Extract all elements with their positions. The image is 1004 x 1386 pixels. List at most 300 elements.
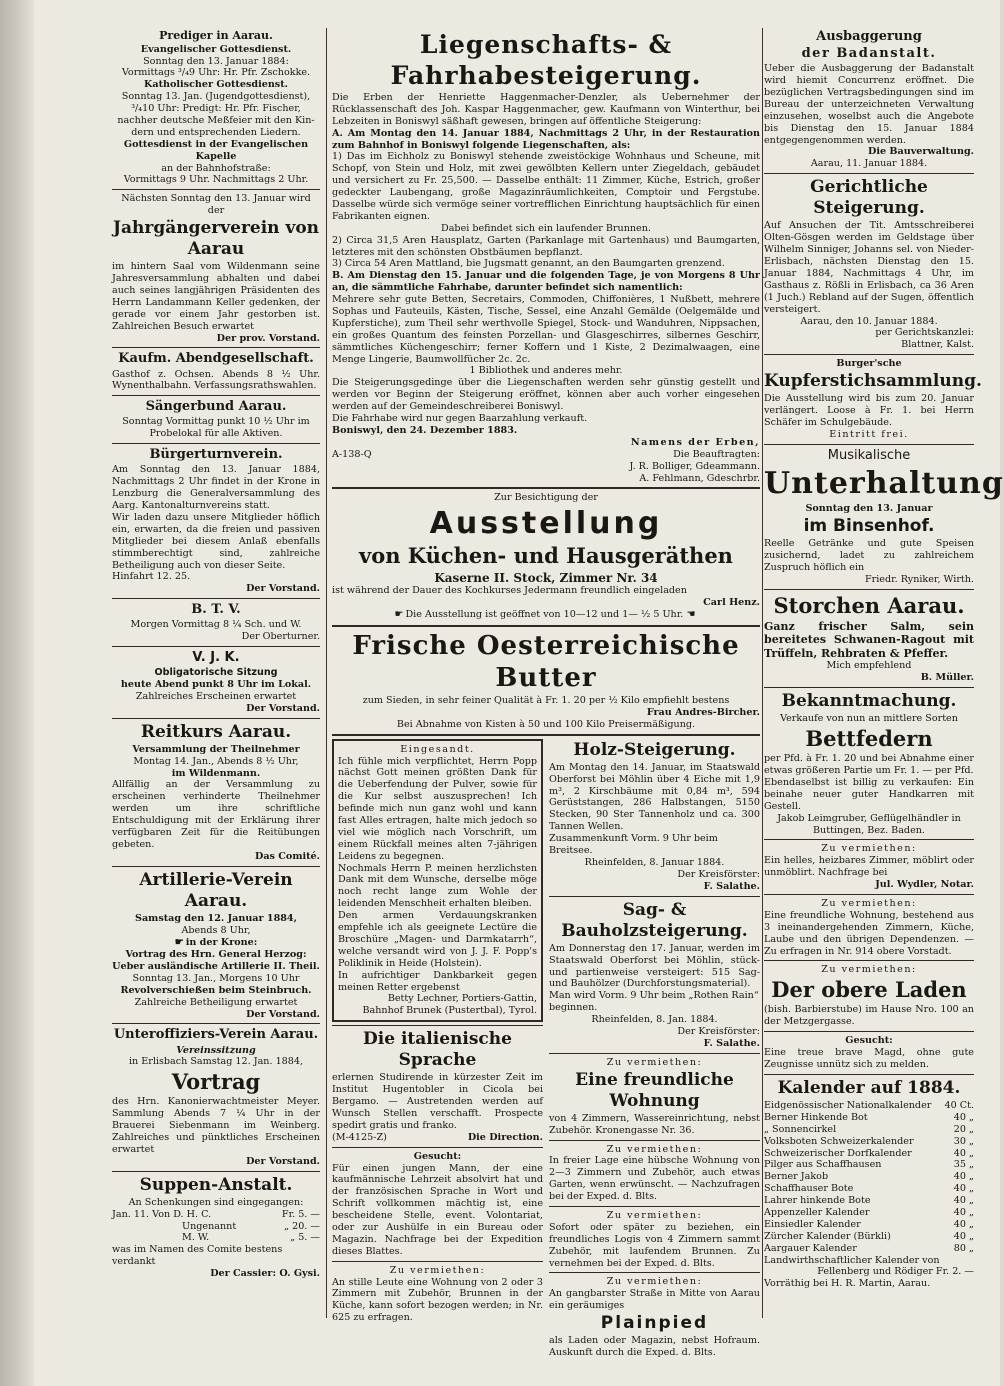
- butter-body: zum Sieden, in sehr feiner Qualität à Fr. 1. 20 per ½ Kilo empfiehlt bestens: [362, 695, 730, 707]
- zv-body: als Laden oder Magazin, nebst Hofraum. Auskunft durch die Exped. d. Blts.: [549, 1335, 760, 1359]
- storch-sign: B. Müller.: [920, 672, 974, 684]
- aus-open: Die Ausstellung ist geöffnet von 10—12 und 1— ½ 5 Uhr.: [405, 609, 684, 621]
- art-line: Abends 8 Uhr,: [181, 924, 251, 936]
- laden-title: Der obere Laden: [771, 977, 967, 1003]
- sag-date: Rheinfelden, 8. Jan. 1884.: [591, 1014, 718, 1026]
- kal-list: [764, 1100, 974, 1255]
- ad-unteroffiziere: [112, 1027, 320, 1167]
- kal-item-price: 40 „: [953, 1230, 974, 1242]
- kal-item: [764, 1243, 974, 1255]
- storch-title: Storchen Aarau.: [773, 592, 965, 618]
- ges-body: Eine treue brave Magd, ohne gute Zeugnisse unnütz sich zu melden.: [764, 1047, 974, 1070]
- kal-item-name: Schaffhauser Bote: [764, 1183, 854, 1195]
- suppe-row: [112, 1232, 320, 1244]
- ad-italienisch: [332, 1029, 543, 1144]
- holz-body: Am Montag den 14. Januar, im Staatswald Oberforst bei Möhlin über 4 Eiche mit 1,9 m³, 2 Kirschbäume mit 0,84 m³, 594 Gerüststangen, 286 Halbstangen, 5150 Stecken, 90 Ster Tannenholz und ca. 300 Tannen Wellen.: [549, 761, 760, 833]
- ger-sign: Blattner, Kalst.: [901, 339, 974, 351]
- kath-title: Katholischer Gottesdienst.: [144, 79, 288, 91]
- zv-title: Zu vermiethen:: [606, 1210, 703, 1222]
- unt-body: Reelle Getränke und gute Speisen zusichernd, ladet zu zahlreichem Zuspruch höflich ein: [764, 537, 974, 573]
- eing-sign: Betty Lechner, Portiers-Gattin,: [387, 993, 537, 1005]
- saenger-body: Sonntag Vormittag punkt 10 ½ Uhr im Probelokal für alle Aktiven.: [122, 416, 310, 440]
- kal-item: [764, 1112, 974, 1124]
- ger-line: per Gerichtskanzlei:: [875, 327, 974, 339]
- ad-gerichtlich: [764, 177, 974, 351]
- zv-body: Sofort oder später zu beziehen, ein freundliches Logis von 4 Zimmern sammt Zubehör, mit laufendem Brunnen. Zu vernehmen bei der Exped. d. Blts.: [549, 1221, 760, 1269]
- column-rule: [326, 28, 327, 1318]
- suppe-row: [112, 1221, 320, 1233]
- ad-kalender: [764, 1078, 974, 1290]
- divider: [764, 354, 974, 355]
- column-right: [764, 28, 1004, 1293]
- kal-item: [764, 1183, 974, 1195]
- zv-title: Zu vermiethen:: [389, 1264, 486, 1276]
- divider: [764, 839, 974, 840]
- ad-kaufm: [112, 351, 320, 392]
- ad-wohnung: [549, 1057, 760, 1137]
- art-line: Ueber ausländische Artillerie II. Theil.: [112, 960, 320, 972]
- kal-item-name: Aargauer Kalender: [764, 1242, 857, 1254]
- art-line: Zahlreiche Betheiligung erwartet: [134, 996, 298, 1008]
- divider: [549, 1053, 760, 1054]
- ad-kupferstich: [764, 358, 982, 441]
- kal-item-name: Eidgenössischer Nationalkalender: [764, 1099, 932, 1111]
- vjk-title: V. J. K.: [192, 650, 240, 666]
- divider: [332, 1147, 543, 1148]
- ad-liegenschaft: [332, 29, 760, 484]
- eing-title: Eingesandt.: [400, 743, 475, 755]
- kal-item: [764, 1136, 974, 1148]
- divider: [549, 1206, 760, 1207]
- kal-item-name: Appenzeller Kalender: [764, 1206, 870, 1218]
- divider: [112, 189, 320, 190]
- unt-title: Unterhaltung: [764, 465, 1004, 501]
- aus-body-row: [332, 585, 760, 597]
- kal-item-name: Einsiedler Kalender: [764, 1218, 861, 1230]
- kal-line: Vorräthig bei H. R. Martin, Aarau.: [764, 1278, 931, 1290]
- kal-item: [764, 1148, 974, 1160]
- zv-sign: Jul. Wydler, Notar.: [875, 879, 974, 891]
- divider: [764, 894, 974, 895]
- saenger-title: Sängerbund Aarau.: [145, 399, 287, 415]
- aus-sign: Carl Henz.: [703, 597, 760, 609]
- kal-item: [764, 1219, 974, 1231]
- middle-two-columns: [332, 739, 760, 1362]
- ad-holzsteigerung: [549, 740, 760, 893]
- divider: [764, 960, 974, 961]
- ad-vermiethen-3: [549, 1144, 760, 1203]
- uov-sub: Vereinssitzung: [176, 1044, 256, 1056]
- uov-title: Unteroffiziers-Verein Aarau.: [113, 1027, 319, 1043]
- ad-laden: [764, 964, 974, 1028]
- lieg-item: 3) Circa 54 Aren Mattland, bie Jugsmatt genannt, an den Baumgarten grenzend.: [332, 258, 725, 270]
- prediger-title: Prediger in Aarau.: [159, 29, 273, 42]
- reit-title: Reitkurs Aarau.: [140, 721, 292, 742]
- eing-body: In aufrichtiger Dankbarkeit gegen meinen Retter ergebenst: [338, 969, 537, 993]
- kal-item-price: 40 „: [953, 1183, 974, 1195]
- ev-title: Evangelischer Gottesdienst.: [140, 43, 292, 55]
- kal-item-price: 40 „: [953, 1171, 974, 1183]
- ad-saengerbund: [112, 399, 320, 440]
- holz-kf: Der Kreisförster:: [677, 868, 760, 880]
- divider: [112, 646, 320, 647]
- divider: [549, 896, 760, 897]
- divider: [332, 1025, 543, 1026]
- divider: [549, 1272, 760, 1273]
- storch-body: Ganz frischer Salm, sein bereitetes Schwanen-Ragout mit Trüffeln, Rehbraten & Pfeffer.: [764, 619, 974, 660]
- kal-item: [764, 1207, 974, 1219]
- ad-bettfedern: [764, 691, 974, 836]
- lieg-item: 1) Das im Eichholz zu Boniswyl stehende zweistöckige Wohnhaus und Scheune, mit Schopf, von Stein und Holz, mit zwei gewölbten Kellern unter Ziegeldach, gebäudet und versichert zu Fr. 25,500. — Dasselbe enthält: 11 Zimmer, Küche, Estrich, großer gedeckter Laubengang, große Magazinräumlichkeiten, Comptoir und Fergstube. Dasselbe würde sich vermöge seiner vortrefflichen Einrichtung hauptsächlich für einen Fabrikanten eignen.: [332, 151, 760, 222]
- uov-sign: Der Vorstand.: [246, 1155, 320, 1167]
- aus-title: Ausstellung: [429, 506, 663, 542]
- kal-line: Fellenberg und Rödiger Fr. 2. —: [817, 1266, 974, 1278]
- ad-vermiethen-wohnung: [764, 898, 974, 957]
- unt-date: Sonntag den 13. Januar: [805, 503, 933, 515]
- vjk-sub: Obligatorische Sitzung: [154, 667, 278, 679]
- ad-artillerie: [112, 870, 320, 1021]
- bett-body: per Pfd. à Fr. 1. 20 und bei Abnahme einer etwas größeren Partie um Fr. 1. — per Pfd.: [764, 753, 974, 777]
- aus-body: ist während der Dauer des Kochkurses Jedermann freundlich eingeladen: [332, 585, 687, 597]
- divider: [112, 718, 320, 719]
- reit-line: im Wildenmann.: [171, 767, 261, 779]
- bett-sign: Jakob Leimgruber, Geflügelhändler in Buttingen, Bez. Baden.: [777, 812, 961, 836]
- ital-sign-row: [332, 1132, 543, 1144]
- ger-date: Aarau, den 10. Januar 1884.: [800, 315, 938, 327]
- suppe-amount: „ 5. —: [290, 1232, 320, 1244]
- zv-title: Zu vermiethen:: [606, 1276, 703, 1288]
- zv-body: In freier Lage eine hübsche Wohnung von 2—3 Zimmern und Zubehör, auch etwas Garten, wenn erwünscht. — Nachzufragen bei der Exped. d. Blts.: [549, 1155, 760, 1203]
- btv-body: Wir laden dazu unsere Mitglieder höflich ein, erwarten, da die freien und passiven Mitglieder bei diesem Anlaß ebenfalls stimmberechtigt sind, zahlreiche Betheiligung auch von dieser Seite.: [112, 511, 320, 571]
- aus-loc: Kaserne II. Stock, Zimmer Nr. 34: [434, 570, 658, 585]
- lieg-sign: J. R. Bolliger, Gdeammann.: [629, 460, 760, 472]
- lieg-title: Liegenschafts- & Fahrhabesteigerung.: [390, 30, 702, 90]
- zv-body: Eine freundliche Wohnung, bestehend aus 3 ineinandergehenden Zimmern, Küche, Laube und den übrigen Dependenzen. — Zu erfragen in Nr. 914 obere Vorstadt.: [764, 909, 974, 957]
- lieg-sign-row: [332, 449, 760, 461]
- zv-title: Zu vermiethen:: [821, 898, 917, 910]
- holz-title: Holz-Steigerung.: [573, 739, 736, 760]
- lieg-steig: Die Steigerungsgedinge über die Liegenschaften werden sehr günstig gestellt und werden vor Beginn der Steigerung eröffnet, können aber auch vorher eingesehen werden auf der Gemeindeschreiberei Boniswyl.: [332, 377, 760, 413]
- kal-item-price: 40 „: [953, 1147, 974, 1159]
- divider: [764, 173, 974, 174]
- uov-vortrag: Vortrag: [171, 1069, 261, 1095]
- ad-vermiethen-4: [549, 1210, 760, 1269]
- kal-item: [764, 1195, 974, 1207]
- vjk-sign: Der Vorstand.: [246, 702, 320, 714]
- ad-butter: [332, 630, 760, 731]
- ges-title: Gesucht:: [845, 1035, 893, 1047]
- reit-body: Allfällig an der Versammlung zu erscheinen verhinderte Theilnehmer werden um ihre schriftliche Entschuldigung mit der Erklärung ihrer verfügbaren Zeit für die Reitübungen gebeten.: [112, 779, 320, 850]
- pointing-hand-icon: ☚: [683, 609, 696, 621]
- kupf-title: Kupferstichsammlung.: [764, 371, 982, 392]
- bett-title: Bettfedern: [805, 726, 933, 752]
- art-line-hand: [112, 937, 320, 949]
- ad-storchen: [764, 593, 974, 685]
- jg-intro: Nächsten Sonntag den 13. Januar wird der: [121, 193, 311, 217]
- holz-date: Rheinfelden, 8. Januar 1884.: [584, 856, 725, 868]
- ges-body: Für einen jungen Mann, der eine kaufmännische Lehrzeit absolvirt hat und der französischen Sprache in Wort und Schrift vollkommen mächtig ist, eine bescheidene Stelle, event. Volontariat, oder zur Aushülfe in ein Bureau oder Magazin. Nachfrage bei der Expedition dieses Blattes.: [332, 1162, 543, 1257]
- suppe-row: [112, 1209, 320, 1221]
- wohn-body: von 4 Zimmern, Wassereinrichtung, nebst Zubehör. Kronengasse Nr. 36.: [549, 1112, 760, 1136]
- suppe-line: An Schenkungen sind eingegangen:: [128, 1196, 304, 1208]
- sag-zus: Man wird Vorm. 9 Uhr beim „Rothen Rain“ beginnen.: [549, 990, 759, 1014]
- suppe-donor: Ungenannt: [182, 1220, 237, 1232]
- ital-title: Die italienische Sprache: [363, 1029, 512, 1071]
- laden-body: (bish. Barbierstube) im Hause Nro. 100 an der Metzgergasse.: [764, 1004, 974, 1028]
- aus-intro: Zur Besichtigung der: [494, 492, 598, 504]
- zv-body: An stille Leute eine Wohnung von 2 oder 3 Zimmern mit Zubehör, Brunnen in der Küche, kann sofort bezogen werden; in Nr. 625 zu erfragen.: [332, 1276, 543, 1324]
- holz-sign: F. Salathe.: [703, 880, 760, 892]
- divider: [112, 866, 320, 867]
- sag-kf: Der Kreisförster:: [677, 1025, 760, 1037]
- kal-item-price: 40 „: [953, 1206, 974, 1218]
- kal-item-price: 30 „: [953, 1135, 974, 1147]
- lieg-code: A-138-Q: [332, 448, 372, 460]
- btv-body: Am Sonntag den 13. Januar 1884, Nachmittags 2 Uhr findet in der Krone in Lenzburg die Generalversammlung des Aarg. Kantonalturnvereins statt.: [112, 464, 320, 512]
- plainpied-title: Plainpied: [600, 1313, 709, 1334]
- kal-line: Landwirthschaftlicher Kalender von: [764, 1254, 940, 1266]
- divider: [332, 625, 760, 627]
- art-line: Sonntag 13. Jan., Morgens 10 Uhr: [132, 972, 300, 984]
- kal-item-name: Zürcher Kalender (Bürkli): [764, 1230, 891, 1242]
- eing-body: Ich fühle mich verpflichtet, Herrn Popp nächst Gott meinen größten Dank für die Ueberfendung der Pulver, sowie für die Kur selbst auszusprechen! Ich befinde mich nun ganz wohl und kann fast Alles ertragen, halte mich jedoch so viel wie möglich nach Vorschrift, um einem Rückfall meines alten 7-jährigen Leidens zu begegnen.: [338, 755, 537, 862]
- sag-title: Sag- & Bauholzsteigerung.: [561, 899, 748, 941]
- kaufm-title: Kaufm. Abendgesellschaft.: [118, 351, 314, 367]
- ad-prediger: [112, 29, 320, 186]
- kupf-ein: Eintritt frei.: [829, 428, 909, 440]
- aus-open-row: [332, 609, 760, 621]
- kal-item-price: 40 Ct.: [944, 1099, 974, 1111]
- sag-body: Am Donnerstag den 17. Januar, werden im Staatswald Oberforst bei Möhlin, stück- und partienweise versteigert: 515 Sag- und Bauhölzer (Durchforstungsmaterial).: [549, 942, 760, 990]
- uov-line: in Erlisbach Samstag 12. Jan. 1884,: [128, 1056, 304, 1068]
- btv2-sign: Der Oberturner.: [241, 631, 320, 643]
- lieg-b-body: Mehrere sehr gute Betten, Secretairs, Commoden, Chiffonières, 1 Nußbett, mehrere Sophas und Fauteuils, Kästen, Tische, Sessel, eine Anzahl Gemälde (Oelgemälde und Kupferstiche), zum Theil sehr werthvolle Spiegel, Stock- und Wanduhren, Nippsachen, ein großes Quantum des feinsten Porzellan- und Glasgeschirres, silbernes Geschirr, sämmtliches Küchengeschirr; ferner Koffern und 1 Kiste, 2 Dezimalwaagen, eine Menge Lingerie, Baumwollfücher 2c. 2c.: [332, 294, 760, 365]
- kal-item-price: 40 „: [953, 1111, 974, 1123]
- kal-title: Kalender auf 1884.: [777, 1077, 961, 1098]
- reit-sub: Versammlung der Theilnehmer: [132, 743, 300, 755]
- vjk-line: heute Abend punkt 8 Uhr im Lokal.: [120, 679, 312, 691]
- suppe-donor: Jan. 11. Von D. H. C.: [112, 1208, 212, 1220]
- reit-line: Montag 14. Jan., Abends 8 ½ Uhr,: [133, 755, 299, 767]
- bagg-date: Aarau, 11. Januar 1884.: [810, 158, 928, 170]
- ev-line: Vormittags ³/₄9 Uhr: Hr. Pfr. Zschokke.: [121, 67, 311, 79]
- eing-body: Den armen Verdauungskranken empfehle ich als geeignete Lectüre die Broschüre „Magen- und Darmkatarrh“, welche versandt wird von J. J. F. Popp's Poliklinik in Heide (Holstein).: [338, 910, 537, 969]
- pointing-hand-icon: ☛: [174, 936, 184, 948]
- kaufm-body: Gasthof z. Ochsen. Abends 8 ½ Uhr. Wynenthalbahn. Verfassungsrathswahlen.: [112, 368, 320, 392]
- wohn-title: Eine freundliche Wohnung: [575, 1069, 734, 1111]
- unt-loc: im Binsenhof.: [803, 515, 935, 536]
- suppe-sign: Der Cassier: O. Gysi.: [210, 1268, 320, 1280]
- btv2-title: B. T. V.: [191, 602, 241, 618]
- kap-line: an der Bahnhofstraße:: [161, 162, 271, 174]
- holz-zus: Zusammenkunft Vorm. 9 Uhr beim Breitsee.: [549, 833, 718, 856]
- art-line: Revolverschießen beim Steinbruch.: [120, 984, 312, 996]
- bek-title: Bekanntmachung.: [781, 691, 957, 712]
- kal-item-name: Lahrer hinkende Bote: [764, 1195, 871, 1207]
- zv-title: Zu vermiethen:: [606, 1056, 703, 1068]
- bagg-title: Ausbaggerung: [816, 29, 922, 44]
- kal-item-name: „ Sonnencirkel: [764, 1123, 837, 1135]
- divider: [764, 687, 974, 688]
- suppe-donor: M. W.: [182, 1232, 210, 1244]
- art-line: Vortrag des Hrn. General Herzog:: [125, 949, 307, 961]
- page-gutter-shadow: [0, 0, 34, 1386]
- divider: [332, 734, 760, 736]
- divider: [764, 444, 974, 445]
- kath-line: Sonntag 13. Jan. (Jugendgottesdienst),: [121, 91, 311, 103]
- bett-body: Ebendaselbst ist billig zu verkaufen: Ein beinahe neuer guter Handkarren mit Gestell.: [764, 777, 974, 812]
- divider: [112, 395, 320, 396]
- ad-eingesandt: [332, 739, 543, 1022]
- ges-title: Gesucht:: [413, 1150, 462, 1162]
- zv-title: Zu vermiethen:: [606, 1143, 703, 1155]
- divider: [112, 443, 320, 444]
- ital-sign: Die Direction.: [467, 1131, 543, 1143]
- art-line: Samstag den 12. Januar 1884,: [135, 912, 297, 924]
- lieg-b: B. Am Dienstag den 15. Januar und die folgenden Tage, je von Morgens 8 Uhr an, die sämmtliche Fahrhabe, darunter befindet sich namentlich:: [332, 270, 760, 294]
- ad-reitkurs: [112, 722, 320, 863]
- divider: [112, 1023, 320, 1024]
- pointing-hand-icon: ☛: [394, 609, 404, 621]
- btv-hinfahrt: Hinfahrt 12. 25.: [112, 571, 191, 583]
- kal-item-price: 20 „: [953, 1123, 974, 1135]
- lieg-bib: 1 Bibliothek und anderes mehr.: [469, 365, 623, 377]
- bagg-sign: Die Bauverwaltung.: [868, 146, 974, 158]
- kal-item-name: Pilger aus Schaffhausen: [764, 1159, 882, 1171]
- ad-suppenanstalt: [112, 1175, 320, 1280]
- kal-item: [764, 1231, 974, 1243]
- reit-sign: Das Comité.: [255, 850, 320, 862]
- ad-plainpied: [549, 1276, 760, 1359]
- btv2-line: Morgen Vormittag 8 ¼ Sch. und W.: [130, 619, 302, 631]
- ital-body: erlernen Studirende in kürzester Zeit im Institut Hugentobler in Cicola bei Bergamo. — Austretenden werden auf Wunsch Stellen verschafft. Prospecte spedirt gratis und franko.: [332, 1072, 543, 1131]
- btv-sign: Der Vorstand.: [246, 583, 320, 595]
- kath-line: ³/₄10 Uhr: Predigt: Hr. Pfr. Fischer,: [131, 103, 301, 115]
- column-left: [112, 28, 320, 1283]
- zv-body: An gangbarster Straße in Mitte von Aarau ein geräumiges: [549, 1288, 760, 1312]
- suppe-line: was im Namen des Comite bestens verdankt: [112, 1244, 283, 1268]
- divider: [332, 1261, 543, 1262]
- ad-sagholz: [549, 900, 760, 1050]
- kap-title: Gottesdienst in der Evangelischen Kapelle: [123, 138, 309, 162]
- bek-body: Verkaufe von nun an mittlere Sorten: [780, 713, 958, 725]
- ad-vermiethen-zimmer: [764, 843, 974, 891]
- vjk-line: Zahlreiches Erscheinen erwartet: [135, 690, 297, 702]
- storch-line: Mich empfehlend: [826, 660, 912, 672]
- jg-body: im hintern Saal vom Wildenmann seine Jahresversammlung abhalten und dabei auch seines langjährigen Präsidenten des Herrn Landammann Keller gedenken, der gerade vor einem Jahr gestorben ist. Zahlreichen Besuch erwartet: [112, 261, 320, 332]
- kal-item-name: Volksboten Schweizerkalender: [764, 1135, 914, 1147]
- kal-item: [764, 1171, 974, 1183]
- ad-ausbaggerung: [764, 29, 974, 170]
- kal-item: [764, 1124, 974, 1136]
- divider: [112, 598, 320, 599]
- uov-body: des Hrn. Kanonierwachtmeister Meyer. Sammlung Abends 7 ¼ Uhr in der Brauerei Siebenmann im Weinberg. Zahlreiches und pünktliches Erscheinen erwartet: [112, 1096, 320, 1155]
- suppe-title: Suppen-Anstalt.: [139, 1174, 293, 1195]
- art-line: in der Krone:: [185, 936, 258, 948]
- unt-sign: Friedr. Ryniker, Wirth.: [864, 573, 974, 585]
- kal-item-price: 40 „: [953, 1218, 974, 1230]
- kal-item-name: Berner Jakob: [764, 1171, 829, 1183]
- zv-title: Zu vermiethen:: [821, 843, 917, 855]
- kal-item: [764, 1159, 974, 1171]
- butter-sign: Frau Andres-Bircher.: [646, 706, 760, 718]
- divider: [332, 487, 760, 489]
- kal-item-price: 80 „: [953, 1242, 974, 1254]
- suppe-amount: Fr. 5. —: [281, 1208, 320, 1220]
- btv-title: Bürgerturnverein.: [149, 447, 283, 463]
- ad-vermiethen-1: [332, 1265, 543, 1324]
- kap-line: Vormittags 9 Uhr. Nachmittags 2 Uhr.: [123, 174, 309, 186]
- butter-line: Bei Abnahme von Kisten à 50 und 100 Kilo Preisermäßigung.: [396, 718, 696, 730]
- lieg-beauftragte: Die Beauftragten:: [673, 448, 760, 460]
- lieg-fahr: Die Fahrhabe wird nur gegen Baarzahlung verkauft.: [332, 413, 588, 425]
- mus-title: Musikalische: [827, 447, 911, 463]
- ev-line: Sonntag den 13. Januar 1884:: [143, 55, 289, 67]
- bagg-sub: der Badanstalt.: [801, 46, 937, 62]
- lieg-sign: A. Fehlmann, Gdeschrbr.: [639, 472, 760, 484]
- art-sign: Der Vorstand.: [246, 1008, 320, 1020]
- ad-gesucht-mann: [332, 1151, 543, 1258]
- ad-vjk: [112, 650, 320, 715]
- eing-sign: Bahnhof Brunek (Pustertbal), Tyrol.: [362, 1005, 537, 1017]
- middle-sub-left: [332, 739, 543, 1362]
- ad-ausstellung: [332, 492, 760, 621]
- kupf-body: Die Ausstellung wird bis zum 20. Januar verlängert. Loose à Fr. 1. bei Herrn Schäfer im Schulgebäude.: [764, 393, 974, 428]
- suppe-amount: „ 20. —: [284, 1220, 320, 1232]
- kal-item-price: 40 „: [953, 1195, 974, 1207]
- divider: [764, 589, 974, 590]
- jg-sign: Der prov. Vorstand.: [216, 332, 320, 344]
- jg-title: Jahrgängerverein von Aarau: [112, 218, 320, 260]
- kal-item-price: 35 „: [953, 1159, 974, 1171]
- lieg-a: A. Am Montag den 14. Januar 1884, Nachmittags 2 Uhr, in der Restauration zum Bahnhof in Boniswyl folgende Liegenschaften, als:: [332, 127, 760, 151]
- ad-btv: [112, 602, 320, 643]
- lieg-namens: Namens der Erben,: [630, 436, 760, 448]
- ad-jahrgaenger: [112, 193, 320, 344]
- kal-item: [764, 1100, 974, 1112]
- zv-body: Ein helles, heizbares Zimmer, möblirt oder unmöblirt. Nachfrage bei: [764, 855, 974, 879]
- butter-title: Frische Oesterreichische Butter: [352, 630, 740, 693]
- middle-sub-right: [549, 739, 760, 1362]
- column-rule: [762, 28, 763, 1318]
- ad-unterhaltung: [764, 447, 1004, 586]
- aus-sub: von Küchen- und Hausgeräthen: [359, 543, 733, 569]
- kath-line: dern und entsprechenden Liedern.: [131, 126, 301, 138]
- kal-item-name: Berner Hinkende Bot: [764, 1111, 868, 1123]
- divider: [764, 1074, 974, 1075]
- column-middle: [332, 28, 760, 1362]
- ad-magd: [764, 1035, 974, 1071]
- burger-title: Burger'sche: [836, 358, 902, 370]
- eing-body: Nochmals Herrn P. meinen herzlichsten Dank mit dem Wunsche, derselbe möge noch recht lange zum Wohle der leidenden Menschheit erhalten bleiben.: [338, 862, 537, 910]
- lieg-date: Boniswyl, den 24. Dezember 1883.: [332, 424, 518, 436]
- art-title: Artillerie-Verein Aarau.: [139, 869, 293, 911]
- ger-body: Auf Ansuchen der Tit. Amtsschreiberei Olten-Gösgen werden im Geldstage über Wilhelm Sinniger, Johanns sel. von Nieder-Erlisbach, nächsten Dienstag den 15. Januar 1884, Nachmittags 4 Uhr, im Gasthaus z. Rößli in Erlisbach, ca 36 Aren (1 Juch.) Rebland auf der Sugen, öffentlich versteigert.: [764, 220, 974, 315]
- ital-code: (M-4125-Z): [332, 1131, 387, 1143]
- divider: [764, 1031, 974, 1032]
- zv-title: Zu vermiethen:: [821, 964, 917, 976]
- lieg-item: Dabei befindet sich ein laufender Brunnen.: [441, 222, 651, 234]
- divider: [112, 1171, 320, 1172]
- lieg-item: 2) Circa 31,5 Aren Hausplatz, Garten (Parkanlage mit Gartenhaus) und Baumgarten, letzteres mit den schönsten Obstbäumen bepflanzt.: [332, 234, 760, 258]
- kal-item-name: Schweizerischer Dorfkalender: [764, 1147, 912, 1159]
- ad-buergerturnverein: [112, 447, 320, 595]
- bagg-body: Ueber die Ausbaggerung der Badanstalt wird hiemit Concurrenz eröffnet. Die bezüglichen Vertragsbedingungen sind im Bureau der unterzeichneten Verwaltung einzusehen, woselbst auch die Angebote bis Dienstag den 15. Januar 1884 entgegengenommen werden.: [764, 63, 974, 146]
- divider: [112, 347, 320, 348]
- lieg-intro: Die Erben der Henriette Haggenmacher-Denzler, als Uebernehmer der Rücklassenschaft des Joh. Kaspar Haggenmacher, gew. Kaufmann von Winterthur, bei Lebzeiten in Boniswyl säßhaft gewesen, bringen auf öffentliche Steigerung:: [332, 92, 760, 127]
- sag-sign: F. Salathe.: [703, 1037, 760, 1049]
- ger-title: Gerichtliche Steigerung.: [810, 177, 928, 219]
